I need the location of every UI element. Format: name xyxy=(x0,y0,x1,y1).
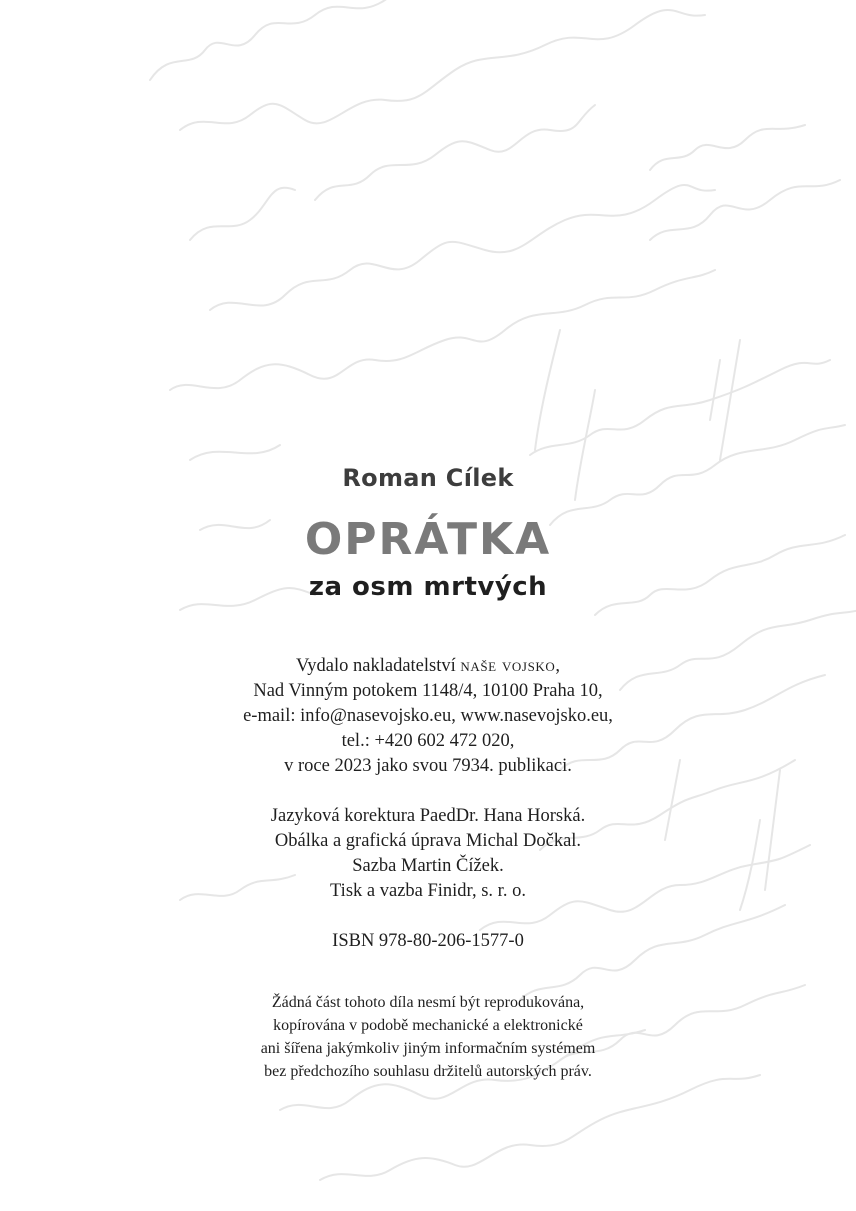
publisher-imprint xyxy=(0,654,856,779)
copyright-notice xyxy=(0,991,856,1083)
imprint-address: Nad Vinným potokem 1148/4, 10100 Praha 10, xyxy=(253,681,603,701)
imprint-year: v roce 2023 jako svou 7934. publikaci. xyxy=(284,756,572,776)
book-title: OPRÁTKA xyxy=(304,514,552,565)
notice-line: kopírována v podobě mechanické a elektronické xyxy=(273,1017,583,1034)
publisher-name: naše vojsko xyxy=(460,656,556,676)
credit-typesetting: Sazba Martin Čížek. xyxy=(352,856,504,876)
author-name: Roman Cílek xyxy=(342,464,514,492)
isbn: ISBN 978-80-206-1577-0 xyxy=(332,931,524,951)
credit-proofreading: Jazyková korektura PaedDr. Hana Horská. xyxy=(270,806,586,826)
credit-printing: Tisk a vazba Finidr, s. r. o. xyxy=(330,881,526,901)
notice-line: ani šířena jakýmkoliv jiným informačním systémem xyxy=(260,1040,596,1057)
credits xyxy=(0,804,856,904)
imprint-suffix: , xyxy=(555,656,561,676)
book-subtitle: za osm mrtvých xyxy=(308,572,548,602)
notice-line: bez předchozího souhlasu držitelů autorských práv. xyxy=(264,1063,592,1080)
notice-line: Žádná část tohoto díla nesmí být reprodukována, xyxy=(271,994,585,1011)
imprint-phone: tel.: +420 602 472 020, xyxy=(341,731,515,751)
imprint-line-1 xyxy=(0,654,856,679)
imprint-contact: e-mail: info@nasevojsko.eu, www.nasevojsko.eu, xyxy=(243,706,613,726)
imprint-prefix: Vydalo nakladatelství xyxy=(295,656,456,676)
credit-cover-design: Obálka a grafická úprava Michal Dočkal. xyxy=(274,831,582,851)
